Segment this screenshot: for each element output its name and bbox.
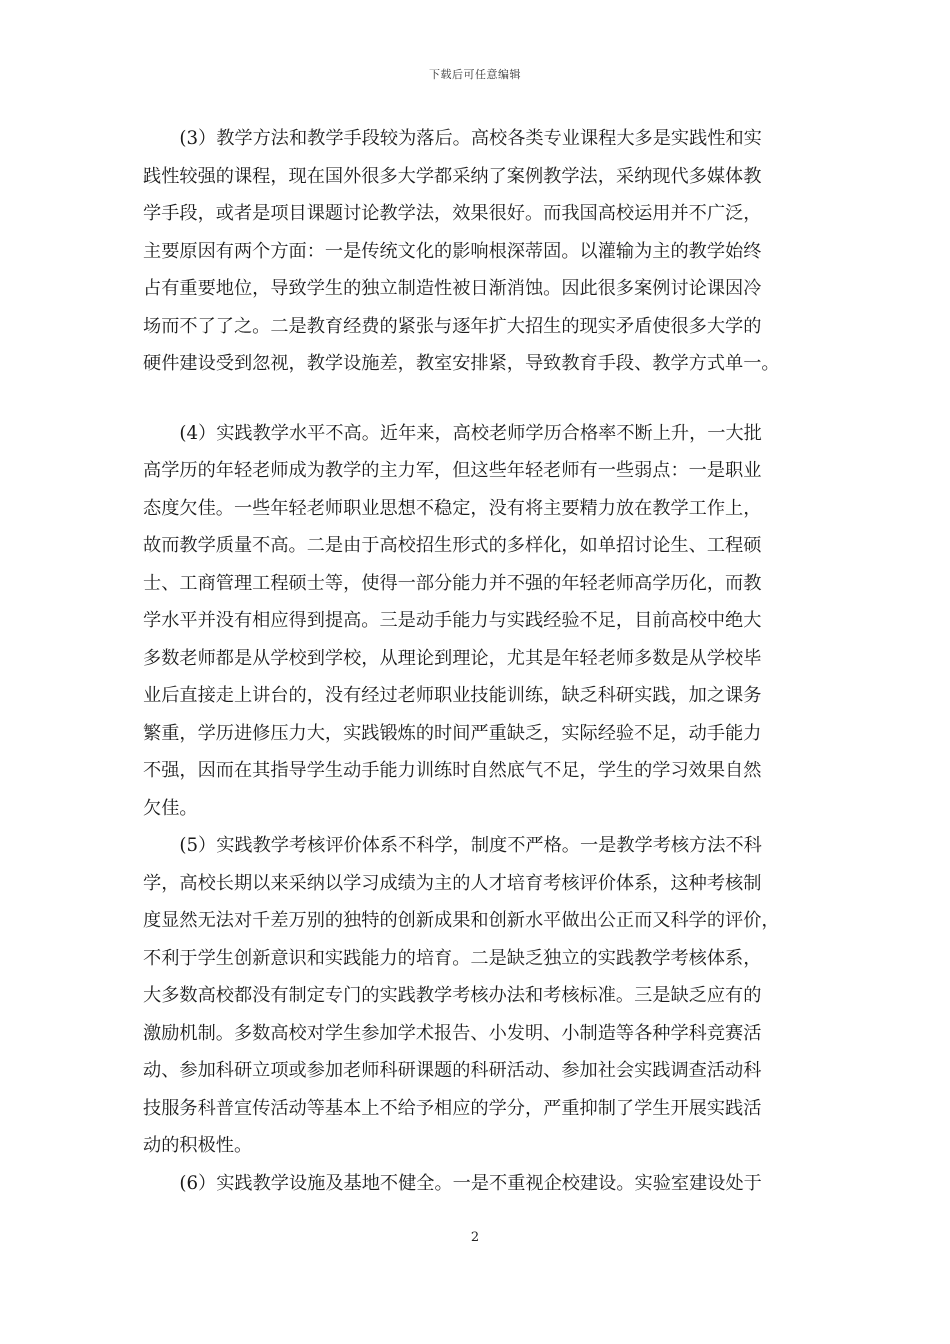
paragraph-line: 场而不了了之。二是教育经费的紧张与逐年扩大招生的现实矛盾使很多大学的 [143,315,762,337]
paragraph-line: 态度欠佳。一些年轻老师职业思想不稳定，没有将主要精力放在教学工作上， [143,497,762,519]
paragraph-4-practice-teaching-level [143,415,807,828]
paragraph-line: 故而教学质量不高。二是由于高校招生形式的多样化，如单招讨论生、工程硕 [143,535,762,556]
paragraph-line: 激励机制。多数高校对学生参加学术报告、小发明、小制造等各种学科竞赛活 [143,1022,762,1044]
paragraph-line: 繁重，学历进修压力大，实践锻炼的时间严重缺乏，实际经验不足，动手能力 [143,722,762,744]
paragraph-line: 硬件建设受到忽视，教学设施差，教室安排紧，导致教育手段、教学方式单一。 [143,353,780,374]
paragraph-line: 动的积极性。 [143,1135,253,1156]
paragraph-line: 度显然无法对千差万别的独特的创新成果和创新水平做出公正而又科学的评价， [143,910,780,931]
paragraph-3-teaching-methods [143,120,807,383]
paragraph-line: 技服务科普宣传活动等基本上不给予相应的学分，严重抑制了学生开展实践活 [143,1097,762,1119]
paragraph-line: 大多数高校都没有制定专门的实践教学考核办法和考核标准。三是缺乏应有的 [143,985,762,1006]
paragraph-line: 欠佳。 [143,797,198,819]
paragraph-line: 士、工商管理工程硕士等，使得一部分能力并不强的年轻老师高学历化，而教 [143,572,762,594]
paragraph-line: 践性较强的课程，现在国外很多大学都采纳了案例教学法，采纳现代多媒体教 [143,165,762,187]
paragraph-line: 多数老师都是从学校到学校，从理论到理论，尤其是年轻老师多数是从学校毕 [143,647,762,669]
page-number: 2 [470,1230,480,1245]
paragraph-line: 不强，因而在其指导学生动手能力训练时自然底气不足，学生的学习效果自然 [143,760,762,781]
paragraph-line: 动、参加科研立项或参加老师科研课题的科研活动、参加社会实践调查活动科 [143,1060,762,1081]
paragraph-line: 高学历的年轻老师成为教学的主力军，但这些年轻老师有一些弱点：一是职业 [143,460,762,481]
paragraph-line: 学，高校长期以来采纳以学习成绩为主的人才培育考核评价体系，这种考核制 [143,872,762,894]
paragraph-6-facilities-bases [143,1165,807,1203]
page-header: 下载后可任意编辑 [429,68,521,81]
document-body [143,120,807,1202]
paragraph-line: 学水平并没有相应得到提高。三是动手能力与实践经验不足，目前高校中绝大 [143,610,762,631]
paragraph-line: 业后直接走上讲台的，没有经过老师职业技能训练，缺乏科研实践，加之课务 [143,685,762,706]
paragraph-line: 主要原因有两个方面：一是传统文化的影响根深蒂固。以灌输为主的教学始终 [143,240,762,262]
paragraph-line: 学手段，或者是项目课题讨论教学法，效果很好。而我国高校运用并不广泛， [143,203,762,224]
paragraph-line: (4）实践教学水平不高。近年来，高校老师学历合格率不断上升，一大批 [143,422,762,444]
paragraph-line: (3）教学方法和教学手段较为落后。高校各类专业课程大多是实践性和实 [143,128,762,149]
paragraph-line: (5）实践教学考核评价体系不科学，制度不严格。一是教学考核方法不科 [143,835,762,856]
paragraph-line: 占有重要地位，导致学生的独立制造性被日渐消蚀。因此很多案例讨论课因冷 [143,278,762,299]
paragraph-line: 不利于学生创新意识和实践能力的培育。二是缺乏独立的实践教学考核体系， [143,947,762,969]
paragraph-line: (6）实践教学设施及基地不健全。一是不重视企校建设。实验室建设处于 [143,1172,762,1194]
paragraph-5-assessment-system [143,827,807,1165]
